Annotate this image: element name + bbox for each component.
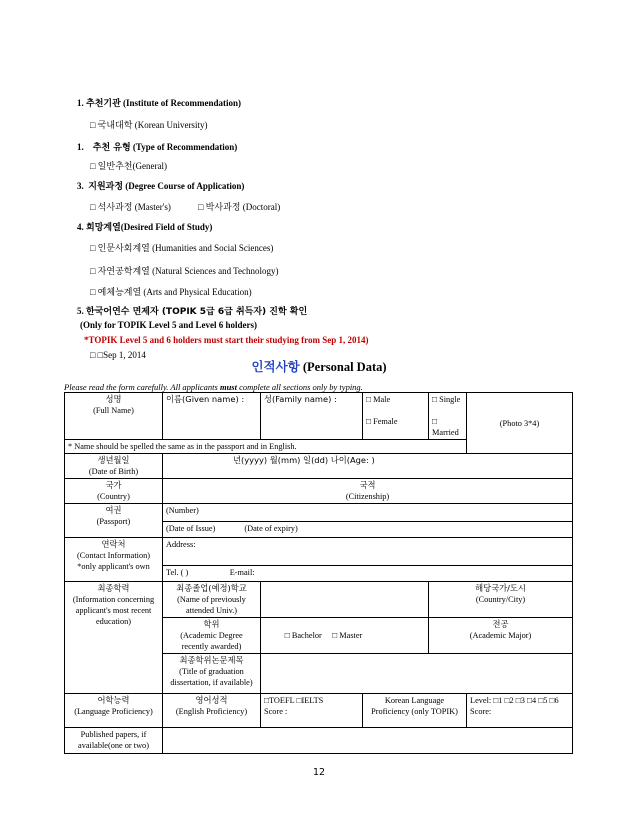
section-5-heading: 5. 한국어연수 면제자 (TOPIK 5급 6급 취득자) 진학 확인	[77, 306, 308, 317]
section-2-heading: 1. 추천 유형 (Type of Recommendation)	[77, 142, 238, 153]
contact-label: 연락처 (Contact Information) *only applicant's own	[65, 538, 163, 582]
tel-email-field[interactable]: Tel. ( ) E-mail:	[163, 566, 573, 582]
passport-number-field[interactable]: (Number)	[163, 504, 573, 522]
page-title: 인적사항 (Personal Data)	[251, 359, 387, 374]
marital-options[interactable]: □ Single □ Married	[429, 393, 467, 440]
thesis-field[interactable]	[261, 654, 573, 694]
name-label: 성명 (Full Name)	[65, 393, 163, 440]
english-label: 영어성적 (English Proficiency)	[163, 694, 261, 728]
major-field[interactable]: 전공 (Academic Major)	[429, 618, 573, 654]
dob-label: 생년월일 (Date of Birth)	[65, 454, 163, 479]
english-score-field[interactable]: □TOEFL □IELTS Score :	[261, 694, 363, 728]
section-1-heading: 1. 추천기관 (Institute of Recommendation)	[77, 98, 242, 109]
degree-label: 학위 (Academic Degree recently awarded)	[163, 618, 261, 654]
school-field[interactable]	[261, 582, 429, 618]
photo-box[interactable]: (Photo 3*4)	[467, 393, 573, 454]
checkbox-doctoral[interactable]: □ 박사과정 (Doctoral)	[198, 202, 281, 212]
family-name-field[interactable]: 성(Family name) :	[261, 393, 363, 440]
checkbox-natural-sciences[interactable]: □ 자연공학계열 (Natural Sciences and Technology)	[90, 266, 279, 276]
name-spelling-note: * Name should be spelled the same as in the passport and in English.	[65, 440, 467, 454]
checkbox-korean-university[interactable]: □ 국내대학 (Korean University)	[90, 120, 208, 130]
passport-dates-field[interactable]: (Date of Issue) (Date of expiry)	[163, 522, 573, 538]
topik-note: (Only for TOPIK Level 5 and Level 6 holders)	[80, 320, 258, 330]
checkbox-masters[interactable]: □ 석사과정 (Master's)	[90, 202, 171, 212]
checkbox-sep-2014[interactable]: □ □Sep 1, 2014	[90, 350, 146, 360]
papers-field[interactable]	[163, 728, 573, 754]
degree-options[interactable]: □ Bachelor □ Master	[261, 618, 429, 654]
section-3-heading: 3. 지원과정 (Degree Course of Application)	[77, 181, 245, 192]
country-city-field[interactable]: 해당국가/도시 (Country/City)	[429, 582, 573, 618]
education-label: 최종학력 (Information concerning applicant's most recent education)	[65, 582, 163, 694]
section-4-heading: 4. 희망계열(Desired Field of Study)	[77, 222, 213, 233]
dob-fields[interactable]: 년(yyyy) 월(mm) 일(dd) 나이(Age: )	[163, 454, 573, 479]
instructions: Please read the form carefully. All applicants must complete all sections only by typing.	[64, 382, 363, 392]
thesis-label: 최종학위논문제목 (Title of graduation dissertation, if available)	[163, 654, 261, 694]
page-number: 12	[312, 767, 326, 778]
language-label: 어학능력 (Language Proficiency)	[65, 694, 163, 728]
passport-label: 여권 (Passport)	[65, 504, 163, 538]
gender-options[interactable]: □ Male □ Female	[363, 393, 429, 440]
topik-warning: *TOPIK Level 5 and 6 holders must start their studying from Sep 1, 2014)	[84, 335, 369, 345]
checkbox-humanities[interactable]: □ 인문사회계열 (Humanities and Social Sciences)	[90, 243, 274, 253]
school-label: 최종졸업(예정)학교 (Name of previously attended Univ.)	[163, 582, 261, 618]
papers-label: Published papers, if available(one or two)	[65, 728, 163, 754]
checkbox-general[interactable]: □ 일반추천(General)	[90, 161, 167, 171]
given-name-field[interactable]: 이름(Given name) :	[163, 393, 261, 440]
checkbox-arts[interactable]: □ 예체능계열 (Arts and Physical Education)	[90, 287, 252, 297]
personal-data-form	[64, 392, 573, 754]
country-label: 국가 (Country)	[65, 479, 163, 504]
citizenship-label[interactable]: 국적 (Citizenship)	[163, 479, 573, 504]
address-field[interactable]: Address:	[163, 538, 573, 566]
korean-proficiency-label: Korean Language Proficiency (only TOPIK)	[363, 694, 467, 728]
topik-level-field[interactable]: Level: □1 □2 □3 □4 □5 □6 Score:	[467, 694, 573, 728]
